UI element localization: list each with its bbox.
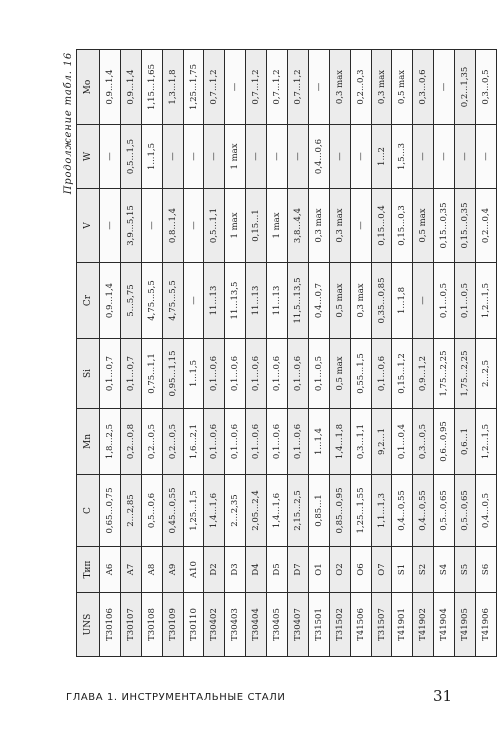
cell-cr: 0,1...0,5	[455, 263, 476, 339]
cell-uns: T41901	[392, 593, 413, 657]
chapter-title: ГЛАВА 1. ИНСТРУМЕНТАЛЬНЫЕ СТАЛИ	[66, 692, 286, 703]
cell-cr: 0,5 max	[329, 263, 350, 339]
cell-cr: 4,75...5,5	[162, 263, 183, 339]
cell-v: 0,5...1,1	[204, 189, 225, 263]
cell-w: —	[267, 125, 288, 189]
cell-type: S4	[434, 547, 455, 593]
table-row	[246, 50, 267, 657]
cell-type: A10	[183, 547, 204, 593]
table-row	[308, 50, 329, 657]
page-number: 31	[433, 687, 453, 705]
cell-c: 0,5...0,6	[141, 475, 162, 547]
cell-w: 1,5...3	[392, 125, 413, 189]
cell-mo: 0,3 max	[329, 50, 350, 125]
cell-mn: 0,3...0,5	[413, 409, 434, 475]
cell-uns: T30109	[162, 593, 183, 657]
cell-mo: 0,2...0,3	[350, 50, 371, 125]
cell-si: 0,1...0,6	[204, 339, 225, 409]
cell-w: 1 max	[225, 125, 246, 189]
cell-uns: T41906	[476, 593, 497, 657]
cell-type: O2	[329, 547, 350, 593]
cell-w: —	[100, 125, 121, 189]
cell-mn: 0,2...0,8	[120, 409, 141, 475]
cell-mn: 0,1...0,6	[288, 409, 309, 475]
table-row	[204, 50, 225, 657]
cell-w: 0,4...0,6	[308, 125, 329, 189]
cell-type: O1	[308, 547, 329, 593]
cell-c: 1,25...1,55	[350, 475, 371, 547]
cell-si: 0,55...1,5	[350, 339, 371, 409]
cell-mn: 0,1...0,6	[225, 409, 246, 475]
cell-w: —	[434, 125, 455, 189]
cell-c: 1,4...1,6	[204, 475, 225, 547]
cell-w: 0,5...1,5	[120, 125, 141, 189]
cell-si: 0,1...0,6	[288, 339, 309, 409]
cell-mn: 1,6...2,1	[183, 409, 204, 475]
cell-mn: 0,1...0,6	[267, 409, 288, 475]
column-header-si: Si	[77, 339, 100, 409]
cell-uns: T41506	[350, 593, 371, 657]
cell-si: 1,75...2,25	[455, 339, 476, 409]
cell-v: —	[183, 189, 204, 263]
cell-mo: —	[308, 50, 329, 125]
table-row	[288, 50, 309, 657]
cell-v: 0,15...1	[246, 189, 267, 263]
cell-c: 0,65...0,75	[100, 475, 121, 547]
cell-type: D7	[288, 547, 309, 593]
cell-c: 0,5...0,65	[434, 475, 455, 547]
cell-uns: T30110	[183, 593, 204, 657]
cell-si: 0,1...0,6	[267, 339, 288, 409]
table-row	[225, 50, 246, 657]
cell-si: 1,75...2,25	[434, 339, 455, 409]
cell-c: 0,85...0,95	[329, 475, 350, 547]
cell-w: —	[350, 125, 371, 189]
cell-w: —	[246, 125, 267, 189]
column-header-mn: Mn	[77, 409, 100, 475]
table-row	[350, 50, 371, 657]
cell-uns: T30108	[141, 593, 162, 657]
cell-si: 0,9...1,2	[413, 339, 434, 409]
cell-c: 2,05...2,4	[246, 475, 267, 547]
table-row	[120, 50, 141, 657]
alloy-composition-table	[76, 49, 497, 657]
cell-type: D4	[246, 547, 267, 593]
cell-mo: 0,7...1,2	[204, 50, 225, 125]
cell-mn: 0,1...0,6	[204, 409, 225, 475]
cell-si: 2...2,5	[476, 339, 497, 409]
cell-v: 0,3 max	[329, 189, 350, 263]
cell-uns: T41904	[434, 593, 455, 657]
table-row	[329, 50, 350, 657]
cell-w: —	[288, 125, 309, 189]
cell-si: 1...1,5	[183, 339, 204, 409]
cell-v: —	[350, 189, 371, 263]
column-header-c: C	[77, 475, 100, 547]
cell-mo: 0,5 max	[392, 50, 413, 125]
cell-v: 0,5 max	[413, 189, 434, 263]
cell-mo: —	[434, 50, 455, 125]
table-row	[413, 50, 434, 657]
table-body	[100, 50, 497, 657]
cell-v: 1 max	[225, 189, 246, 263]
cell-mn: 0,1...0,4	[392, 409, 413, 475]
cell-cr: 1...1,8	[392, 263, 413, 339]
cell-mn: 0,6...1	[455, 409, 476, 475]
cell-cr: 0,35...0,85	[371, 263, 392, 339]
table-caption: Продолжение табл. 16	[63, 52, 74, 195]
table-row	[141, 50, 162, 657]
rotated-table-block	[62, 50, 491, 657]
column-header-mo: Mo	[77, 50, 100, 125]
table-row	[371, 50, 392, 657]
cell-mo: 0,9...1,4	[120, 50, 141, 125]
cell-mo: 0,3 max	[371, 50, 392, 125]
cell-mn: 0,1...0,6	[246, 409, 267, 475]
cell-c: 2,15...2,5	[288, 475, 309, 547]
column-header-uns: UNS	[77, 593, 100, 657]
cell-type: D5	[267, 547, 288, 593]
cell-cr: 0,4...0,7	[308, 263, 329, 339]
cell-mn: 1,4...1,8	[329, 409, 350, 475]
cell-v: 0,15...0,35	[455, 189, 476, 263]
cell-mn: 1,2...1,5	[476, 409, 497, 475]
cell-type: A7	[120, 547, 141, 593]
cell-cr: 4,75...5,5	[141, 263, 162, 339]
cell-v: 0,2...0,4	[476, 189, 497, 263]
cell-v: 3,8...4,4	[288, 189, 309, 263]
cell-w: —	[413, 125, 434, 189]
cell-w: —	[455, 125, 476, 189]
cell-type: A6	[100, 547, 121, 593]
column-header-cr: Cr	[77, 263, 100, 339]
table-row	[455, 50, 476, 657]
cell-uns: T31507	[371, 593, 392, 657]
cell-w: —	[476, 125, 497, 189]
cell-uns: T30402	[204, 593, 225, 657]
cell-si: 0,5 max	[329, 339, 350, 409]
cell-mn: 0,2...0,5	[162, 409, 183, 475]
cell-si: 0,1...0,6	[371, 339, 392, 409]
cell-type: S5	[455, 547, 476, 593]
cell-si: 0,95...1,15	[162, 339, 183, 409]
cell-w: —	[204, 125, 225, 189]
column-header-v: V	[77, 189, 100, 263]
cell-w: 1...1,5	[141, 125, 162, 189]
cell-v: 0,15...0,3	[392, 189, 413, 263]
cell-si: 0,1...0,5	[308, 339, 329, 409]
cell-c: 0,4...0,55	[413, 475, 434, 547]
cell-c: 2...2,85	[120, 475, 141, 547]
cell-cr: —	[183, 263, 204, 339]
table-row	[183, 50, 204, 657]
table-row	[162, 50, 183, 657]
table-header-row	[77, 50, 100, 657]
cell-si: 0,1...0,7	[120, 339, 141, 409]
table-row	[476, 50, 497, 657]
cell-c: 0,5...0,65	[455, 475, 476, 547]
cell-v: 0,8...1,4	[162, 189, 183, 263]
cell-w: 1...2	[371, 125, 392, 189]
cell-uns: T30107	[120, 593, 141, 657]
cell-type: D3	[225, 547, 246, 593]
cell-cr: 11...13	[267, 263, 288, 339]
cell-v: 0,15...0,4	[371, 189, 392, 263]
cell-v: 0,3 max	[308, 189, 329, 263]
cell-type: D2	[204, 547, 225, 593]
cell-w: —	[183, 125, 204, 189]
cell-v: 1 max	[267, 189, 288, 263]
cell-cr: 0,3 max	[350, 263, 371, 339]
cell-type: A9	[162, 547, 183, 593]
table-row	[434, 50, 455, 657]
cell-si: 0,15...1,2	[392, 339, 413, 409]
cell-uns: T41902	[413, 593, 434, 657]
cell-mo: 1,15...1,65	[141, 50, 162, 125]
cell-mo: 0,3...0,6	[413, 50, 434, 125]
cell-w: —	[162, 125, 183, 189]
cell-c: 0,85...1	[308, 475, 329, 547]
cell-mo: 0,3...0,5	[476, 50, 497, 125]
cell-cr: 0,9...1,4	[100, 263, 121, 339]
cell-cr: 1,2...1,5	[476, 263, 497, 339]
cell-mn: 0,6...0,95	[434, 409, 455, 475]
cell-cr: 0,1...0,5	[434, 263, 455, 339]
cell-type: S1	[392, 547, 413, 593]
cell-v: 0,15...0,35	[434, 189, 455, 263]
cell-cr: 5...5,75	[120, 263, 141, 339]
cell-si: 0,1...0,7	[100, 339, 121, 409]
cell-mn: 0,2...0,5	[141, 409, 162, 475]
cell-type: S6	[476, 547, 497, 593]
cell-mo: 0,2...1,35	[455, 50, 476, 125]
cell-uns: T31502	[329, 593, 350, 657]
cell-type: A8	[141, 547, 162, 593]
cell-mo: 0,7...1,2	[246, 50, 267, 125]
cell-cr: 11...13	[204, 263, 225, 339]
cell-w: —	[329, 125, 350, 189]
cell-si: 0,75...1,1	[141, 339, 162, 409]
cell-mo: 0,9...1,4	[100, 50, 121, 125]
cell-si: 0,1...0,6	[225, 339, 246, 409]
cell-uns: T30403	[225, 593, 246, 657]
cell-mn: 0,3...1,1	[350, 409, 371, 475]
cell-v: —	[100, 189, 121, 263]
cell-type: S2	[413, 547, 434, 593]
cell-mn: 1...1,4	[308, 409, 329, 475]
cell-cr: —	[413, 263, 434, 339]
cell-c: 0,4...0,55	[392, 475, 413, 547]
cell-uns: T41905	[455, 593, 476, 657]
cell-uns: T30404	[246, 593, 267, 657]
cell-uns: T30106	[100, 593, 121, 657]
cell-mo: 1,3...1,8	[162, 50, 183, 125]
cell-cr: 11,5...13,5	[288, 263, 309, 339]
cell-c: 0,45...0,55	[162, 475, 183, 547]
table-row	[392, 50, 413, 657]
cell-mn: 1,8...2,5	[100, 409, 121, 475]
cell-mo: 0,7...1,2	[288, 50, 309, 125]
cell-c: 0,4...0,5	[476, 475, 497, 547]
cell-v: 3,9...5,15	[120, 189, 141, 263]
cell-uns: T30405	[267, 593, 288, 657]
cell-type: O6	[350, 547, 371, 593]
table-row	[100, 50, 121, 657]
column-header-w: W	[77, 125, 100, 189]
cell-mo: 0,7...1,2	[267, 50, 288, 125]
cell-si: 0,1...0,6	[246, 339, 267, 409]
cell-c: 1,25...1,5	[183, 475, 204, 547]
column-header-type: Тип	[77, 547, 100, 593]
cell-mn: 9,2...1	[371, 409, 392, 475]
cell-mo: 1,25...1,75	[183, 50, 204, 125]
cell-c: 2...2,35	[225, 475, 246, 547]
cell-c: 1,4...1,6	[267, 475, 288, 547]
cell-uns: T31501	[308, 593, 329, 657]
table-row	[267, 50, 288, 657]
cell-mo: —	[225, 50, 246, 125]
cell-cr: 11...13	[246, 263, 267, 339]
cell-cr: 11...13,5	[225, 263, 246, 339]
cell-uns: T30407	[288, 593, 309, 657]
cell-v: —	[141, 189, 162, 263]
cell-c: 1,1...1,3	[371, 475, 392, 547]
cell-type: O7	[371, 547, 392, 593]
